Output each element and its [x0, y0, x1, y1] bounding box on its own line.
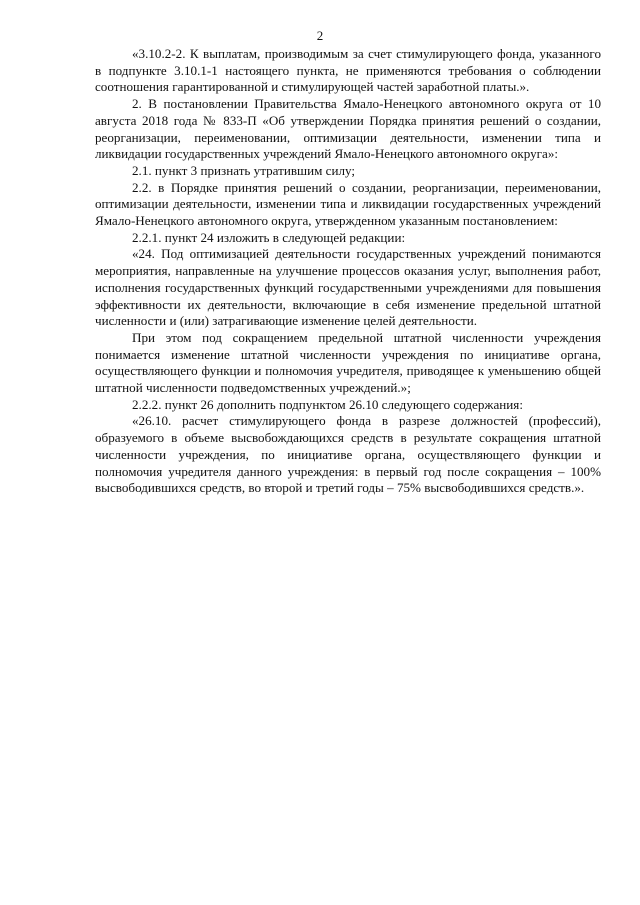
- paragraph-item-2-2-2: 2.2.2. пункт 26 дополнить подпунктом 26.10 следующего содержания:: [132, 396, 523, 412]
- paragraph-clause-24: «24. Под оптимизацией деятельности государственных учреждений понимаются мероприятия, направленные на улучшение процессов оказания услуг, выполнения работ, исполнения государственных функций государственными учреждениями для повышения эффективности их деятельности, включающие в себя изменение предельной штатной численности и (или) затрагивающие изменение целей деятельности.: [95, 246, 601, 329]
- paragraph-item-2-2-1: 2.2.1. пункт 24 изложить в следующей редакции:: [132, 229, 406, 245]
- paragraph-clause-24-continued: При этом под сокращением предельной штатной численности учреждения понимается изменение штатной численности учреждения по инициативе органа, осуществляющего функции и полномочия учредителя, приводящее к уменьшению общей штатной численности подведомственных учреждений.»;: [95, 329, 601, 396]
- paragraph-3-10-2-2: «3.10.2-2. К выплатам, производимым за счет стимулирующего фонда, указанного в подпункте 3.10.1-1 настоящего пункта, не применяются требования о соблюдении соотношения гарантированной и стимулирующей частей заработной платы.».: [95, 46, 601, 95]
- paragraph-item-2-2: 2.2. в Порядке принятия решений о создании, реорганизации, переименовании, оптимизации деятельности, изменении типа и ликвидации государственных учреждений Ямало-Ненецкого автономного округа, утвержденном указанным постановлением:: [95, 179, 601, 229]
- paragraph-item-2-1: 2.1. пункт 3 признать утратившим силу;: [132, 162, 356, 178]
- paragraph-item-2: 2. В постановлении Правительства Ямало-Ненецкого автономного округа от 10 августа 2018 года № 833-П «Об утверждении Порядка принятия решений о создании, реорганизации, переименовании, оптимизации деятельности, изменении типа и ликвидации государственных учреждений Ямало-Ненецкого автономного округа»:: [95, 96, 601, 162]
- paragraph-clause-26-10: «26.10. расчет стимулирующего фонда в разрезе должностей (профессий), образуемого в объеме высвобождающихся средств в результате сокращения штатной численности учреждения, по инициативе органа, осуществляющего функции и полномочия учредителя данного учреждения: в первый год после сокращения – 100% высвободившихся средств, во второй и третий годы – 75% высвободившихся средств.».: [95, 413, 601, 496]
- document-body: [95, 46, 601, 497]
- page-number: 2: [316, 28, 324, 43]
